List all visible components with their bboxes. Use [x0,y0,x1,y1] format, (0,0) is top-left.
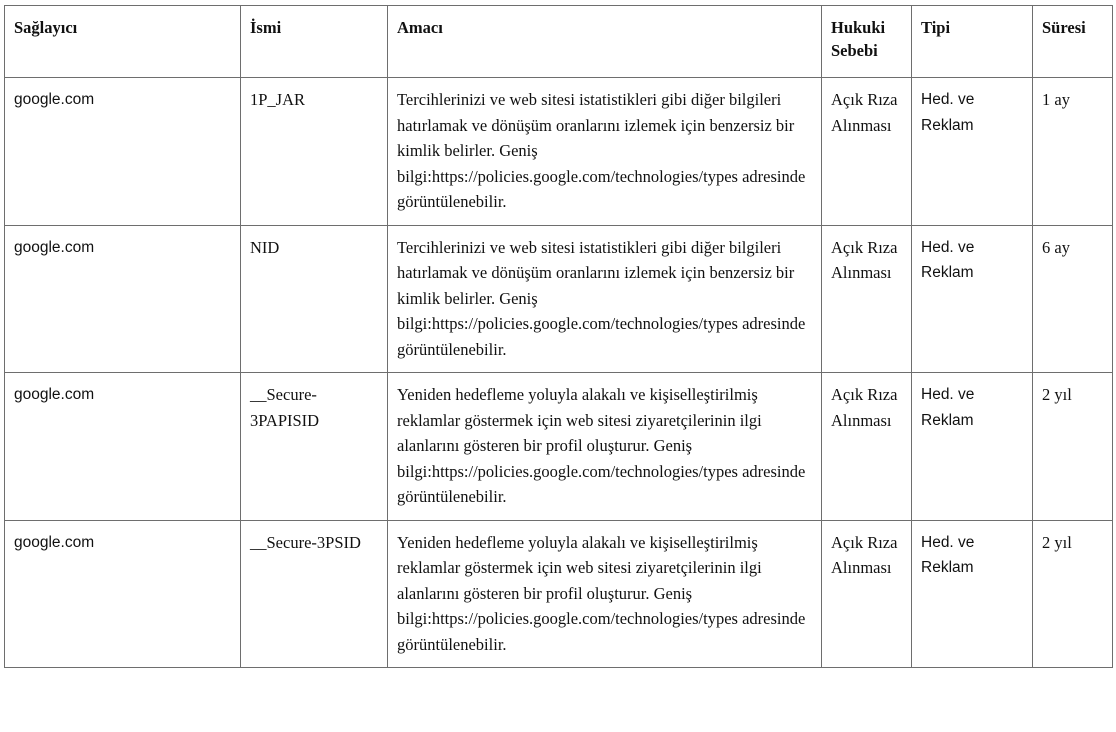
table-row [5,225,1113,373]
cell-duration: 1 ay [1033,78,1113,226]
cell-legal-basis: Açık Rıza Alınması [822,78,912,226]
cell-provider: google.com [5,78,241,226]
table-body [5,78,1113,668]
cell-type: Hed. ve Reklam [912,520,1033,668]
table-row [5,520,1113,668]
cell-provider: google.com [5,225,241,373]
cell-provider: google.com [5,373,241,521]
header-row [5,6,1113,78]
header-duration: Süresi [1033,6,1113,78]
header-purpose: Amacı [388,6,822,78]
cell-name: 1P_JAR [241,78,388,226]
cell-provider: google.com [5,520,241,668]
cell-legal-basis: Açık Rıza Alınması [822,225,912,373]
cell-name: NID [241,225,388,373]
cell-legal-basis: Açık Rıza Alınması [822,520,912,668]
header-type: Tipi [912,6,1033,78]
header-provider: Sağlayıcı [5,6,241,78]
cell-type: Hed. ve Reklam [912,78,1033,226]
cell-duration: 6 ay [1033,225,1113,373]
cell-name: __Secure-3PAPISID [241,373,388,521]
cell-type: Hed. ve Reklam [912,225,1033,373]
cell-name: __Secure-3PSID [241,520,388,668]
cell-legal-basis: Açık Rıza Alınması [822,373,912,521]
cell-type: Hed. ve Reklam [912,373,1033,521]
header-legal-basis: Hukuki Sebebi [822,6,912,78]
cell-purpose: Tercihlerinizi ve web sitesi istatistikleri gibi diğer bilgileri hatırlamak ve dönüşüm oranlarını izlemek için benzersiz bir kimlik belirler. Geniş bilgi:https://policies.google.com/technologies/types adresinde görüntülenebilir. [388,225,822,373]
table-header [5,6,1113,78]
cell-purpose: Tercihlerinizi ve web sitesi istatistikleri gibi diğer bilgileri hatırlamak ve dönüşüm oranlarını izlemek için benzersiz bir kimlik belirler. Geniş bilgi:https://policies.google.com/technologies/types adresinde görüntülenebilir. [388,78,822,226]
cell-duration: 2 yıl [1033,520,1113,668]
cell-purpose: Yeniden hedefleme yoluyla alakalı ve kişiselleştirilmiş reklamlar göstermek için web sitesi ziyaretçilerinin ilgi alanlarını gösteren bir profil oluşturur. Geniş bilgi:https://policies.google.com/technologies/types adresinde görüntülenebilir. [388,520,822,668]
header-name: İsmi [241,6,388,78]
cell-duration: 2 yıl [1033,373,1113,521]
table-row [5,78,1113,226]
cookie-table [4,5,1113,668]
cell-purpose: Yeniden hedefleme yoluyla alakalı ve kişiselleştirilmiş reklamlar göstermek için web sitesi ziyaretçilerinin ilgi alanlarını gösteren bir profil oluşturur. Geniş bilgi:https://policies.google.com/technologies/types adresinde görüntülenebilir. [388,373,822,521]
table-row [5,373,1113,521]
